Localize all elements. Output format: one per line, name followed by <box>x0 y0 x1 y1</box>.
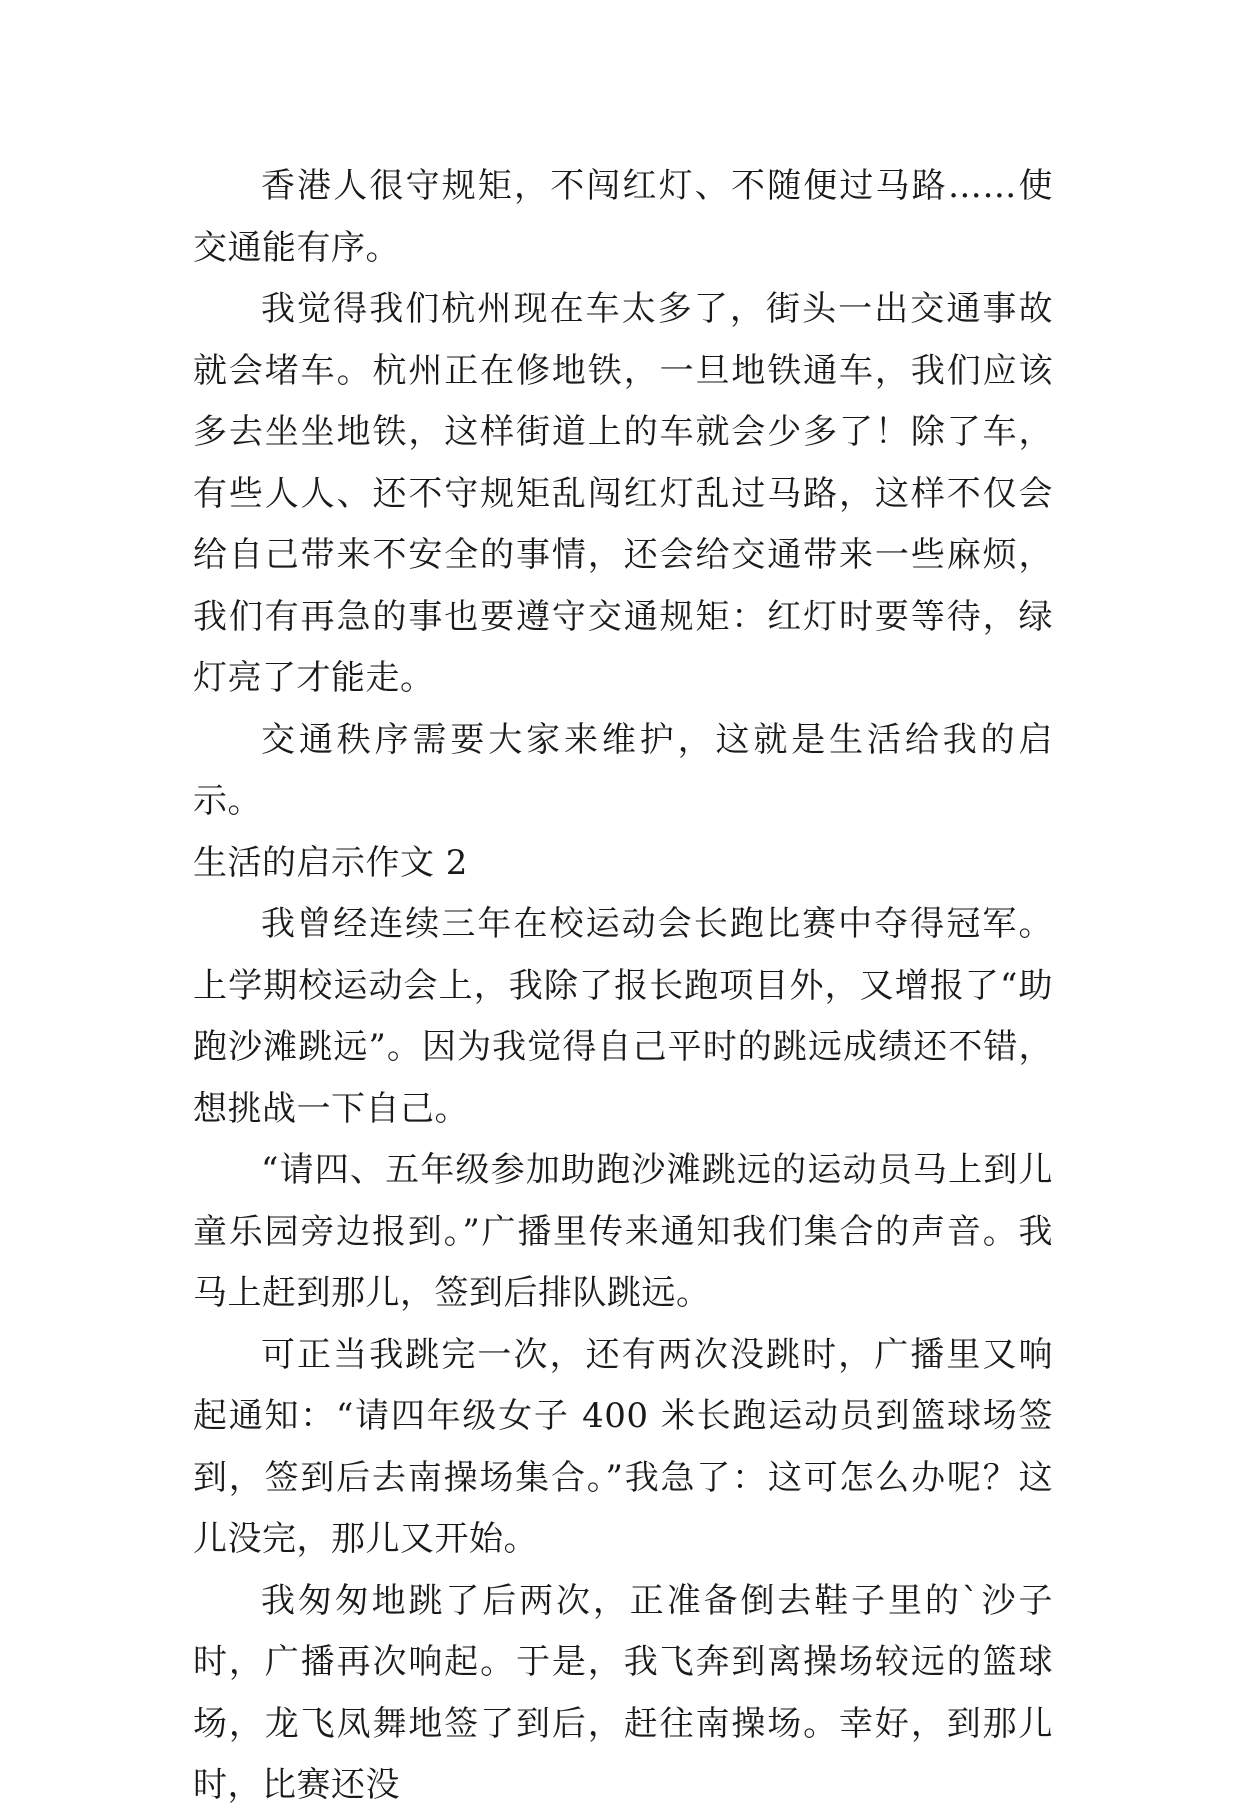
paragraph: 可正当我跳完一次，还有两次没跳时，广播里又响起通知：“请四年级女子 400 米长跑运动员到篮球场签到，签到后去南操场集合。”我急了：这可怎么办呢？这儿没完，那儿又开始。 <box>193 1334 1053 1559</box>
paragraph: 我觉得我们杭州现在车太多了，街头一出交通事故就会堵车。杭州正在修地铁，一旦地铁通车，我们应该多去坐坐地铁，这样街道上的车就会少多了！除了车，有些人人、还不守规矩乱闯红灯乱过马路，这样不仅会给自己带来不安全的事情，还会给交通带来一些麻烦，我们有再急的事也要遵守交通规矩：红灯时要等待，绿灯亮了才能走。 <box>193 289 1053 698</box>
paragraph: 香港人很守规矩，不闯红灯、不随便过马路……使交通能有序。 <box>193 166 1053 268</box>
paragraph: 我匆匆地跳了后两次，正准备倒去鞋子里的`沙子时，广播再次响起。于是，我飞奔到离操场较远的篮球场，龙飞凤舞地签了到后，赶往南操场。幸好，到那儿时，比赛还没 <box>193 1580 1053 1805</box>
paragraph: “请四、五年级参加助跑沙滩跳远的运动员马上到儿童乐园旁边报到。”广播里传来通知我们集合的声音。我马上赶到那儿，签到后排队跳远。 <box>193 1150 1053 1313</box>
paragraph: 交通秩序需要大家来维护，这就是生活给我的启示。 <box>193 719 1053 821</box>
document-body <box>193 156 1053 1817</box>
paragraph: 我曾经连续三年在校运动会长跑比赛中夺得冠军。上学期校运动会上，我除了报长跑项目外，又增报了“助跑沙滩跳远”。因为我觉得自己平时的跳远成绩还不错，想挑战一下自己。 <box>193 904 1053 1129</box>
section-heading: 生活的启示作文 2 <box>193 842 468 883</box>
